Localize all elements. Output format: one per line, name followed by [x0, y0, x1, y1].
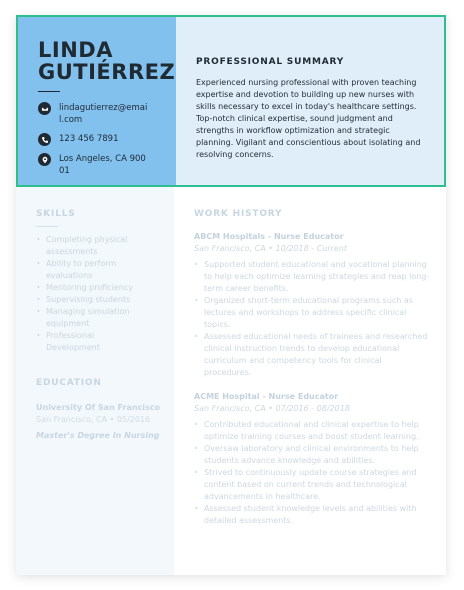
name-divider — [38, 91, 60, 92]
skill-item: • Ability to perform evaluations — [36, 258, 146, 282]
job-bullets — [194, 419, 430, 527]
location-pin-icon — [38, 153, 51, 166]
candidate-name — [38, 39, 176, 83]
summary-paragraph: Experienced nursing professional with proven teaching expertise and devotion to building up new nurses with skills necessary to excel in today's healthcare settings. Top-notch clinical expertise, sound judgment and strengths in workflow optimization and strategic planning. Vigilant and conscientious about isolating and resolving concerns. — [196, 78, 421, 159]
email-icon — [38, 102, 51, 115]
contact-phone — [38, 133, 176, 146]
job-bullet: • Assessed student knowledge levels and abilities with detailed assessments. — [194, 503, 430, 527]
job-bullets — [194, 259, 430, 379]
education-location-date: San Francisco, CA • 05/2016 — [36, 415, 151, 424]
education-school: University Of San Francisco — [36, 403, 161, 412]
phone-text: 123 456 7891 — [59, 134, 119, 144]
education-section — [36, 378, 164, 442]
phone-icon — [38, 133, 51, 146]
resume-page — [16, 15, 446, 575]
job-bullet: • Organized short-term educational programs such as lectures and workshops to address specific clinical topics. — [194, 295, 430, 331]
skills-divider — [36, 226, 58, 227]
resume-header-highlight[interactable] — [16, 15, 446, 187]
skills-list — [36, 234, 164, 354]
job-title: ABCM Hospitals - Nurse Educator — [194, 232, 344, 241]
name-last: GUTIÉRREZ — [38, 60, 176, 84]
contact-email — [38, 102, 176, 126]
contact-location — [38, 153, 176, 177]
job-meta: San Francisco, CA • 07/2016 - 08/2018 — [194, 404, 350, 413]
header-contact-panel — [18, 17, 176, 185]
skill-item: • Completing physical assessments — [36, 234, 146, 258]
job-entry — [194, 231, 430, 379]
skill-item: • Mentoring proficiency — [36, 282, 146, 294]
summary-heading: PROFESSIONAL SUMMARY — [196, 57, 345, 67]
work-history-heading: WORK HISTORY — [194, 209, 283, 219]
contact-list — [38, 102, 176, 177]
job-bullet: • Contributed educational and clinical expertise to help optimize training courses and boost student learning. — [194, 419, 430, 443]
skill-item: • Managing simulation equipment — [36, 306, 146, 330]
job-meta: San Francisco, CA • 10/2018 - Current — [194, 244, 348, 253]
skill-item: • Supervising students — [36, 294, 146, 306]
name-first: LINDA — [38, 38, 113, 62]
left-column — [16, 187, 174, 575]
job-title: ACME Hospital - Nurse Educator — [194, 392, 339, 401]
location-text: Los Angeles, CA 90001 — [59, 154, 146, 176]
summary-panel — [176, 17, 444, 185]
education-heading: EDUCATION — [36, 378, 102, 388]
job-bullet: • Supported student educational and vocational planning to help each optimize learning strategies and reap long-term career benefits. — [194, 259, 430, 295]
job-bullet: • Strived to continuously update course strategies and content based on current trends and technological advancements in healthcare. — [194, 467, 430, 503]
job-bullet: • Assessed educational needs of trainees and researched clinical instruction trends to develop educational curriculum and competency tools for clinical procedures. — [194, 331, 430, 379]
skill-item: • Professional Development — [36, 330, 146, 354]
skills-heading: SKILLS — [36, 209, 76, 219]
resume-body — [16, 187, 446, 575]
email-text: lindagutierrez@email.com — [59, 103, 148, 125]
job-entry — [194, 391, 430, 527]
right-column — [174, 187, 446, 575]
job-bullet: • Oversaw laboratory and clinical environments to help students advance knowledge and abilities. — [194, 443, 430, 467]
education-degree: Master's Degree In Nursing — [36, 431, 160, 440]
